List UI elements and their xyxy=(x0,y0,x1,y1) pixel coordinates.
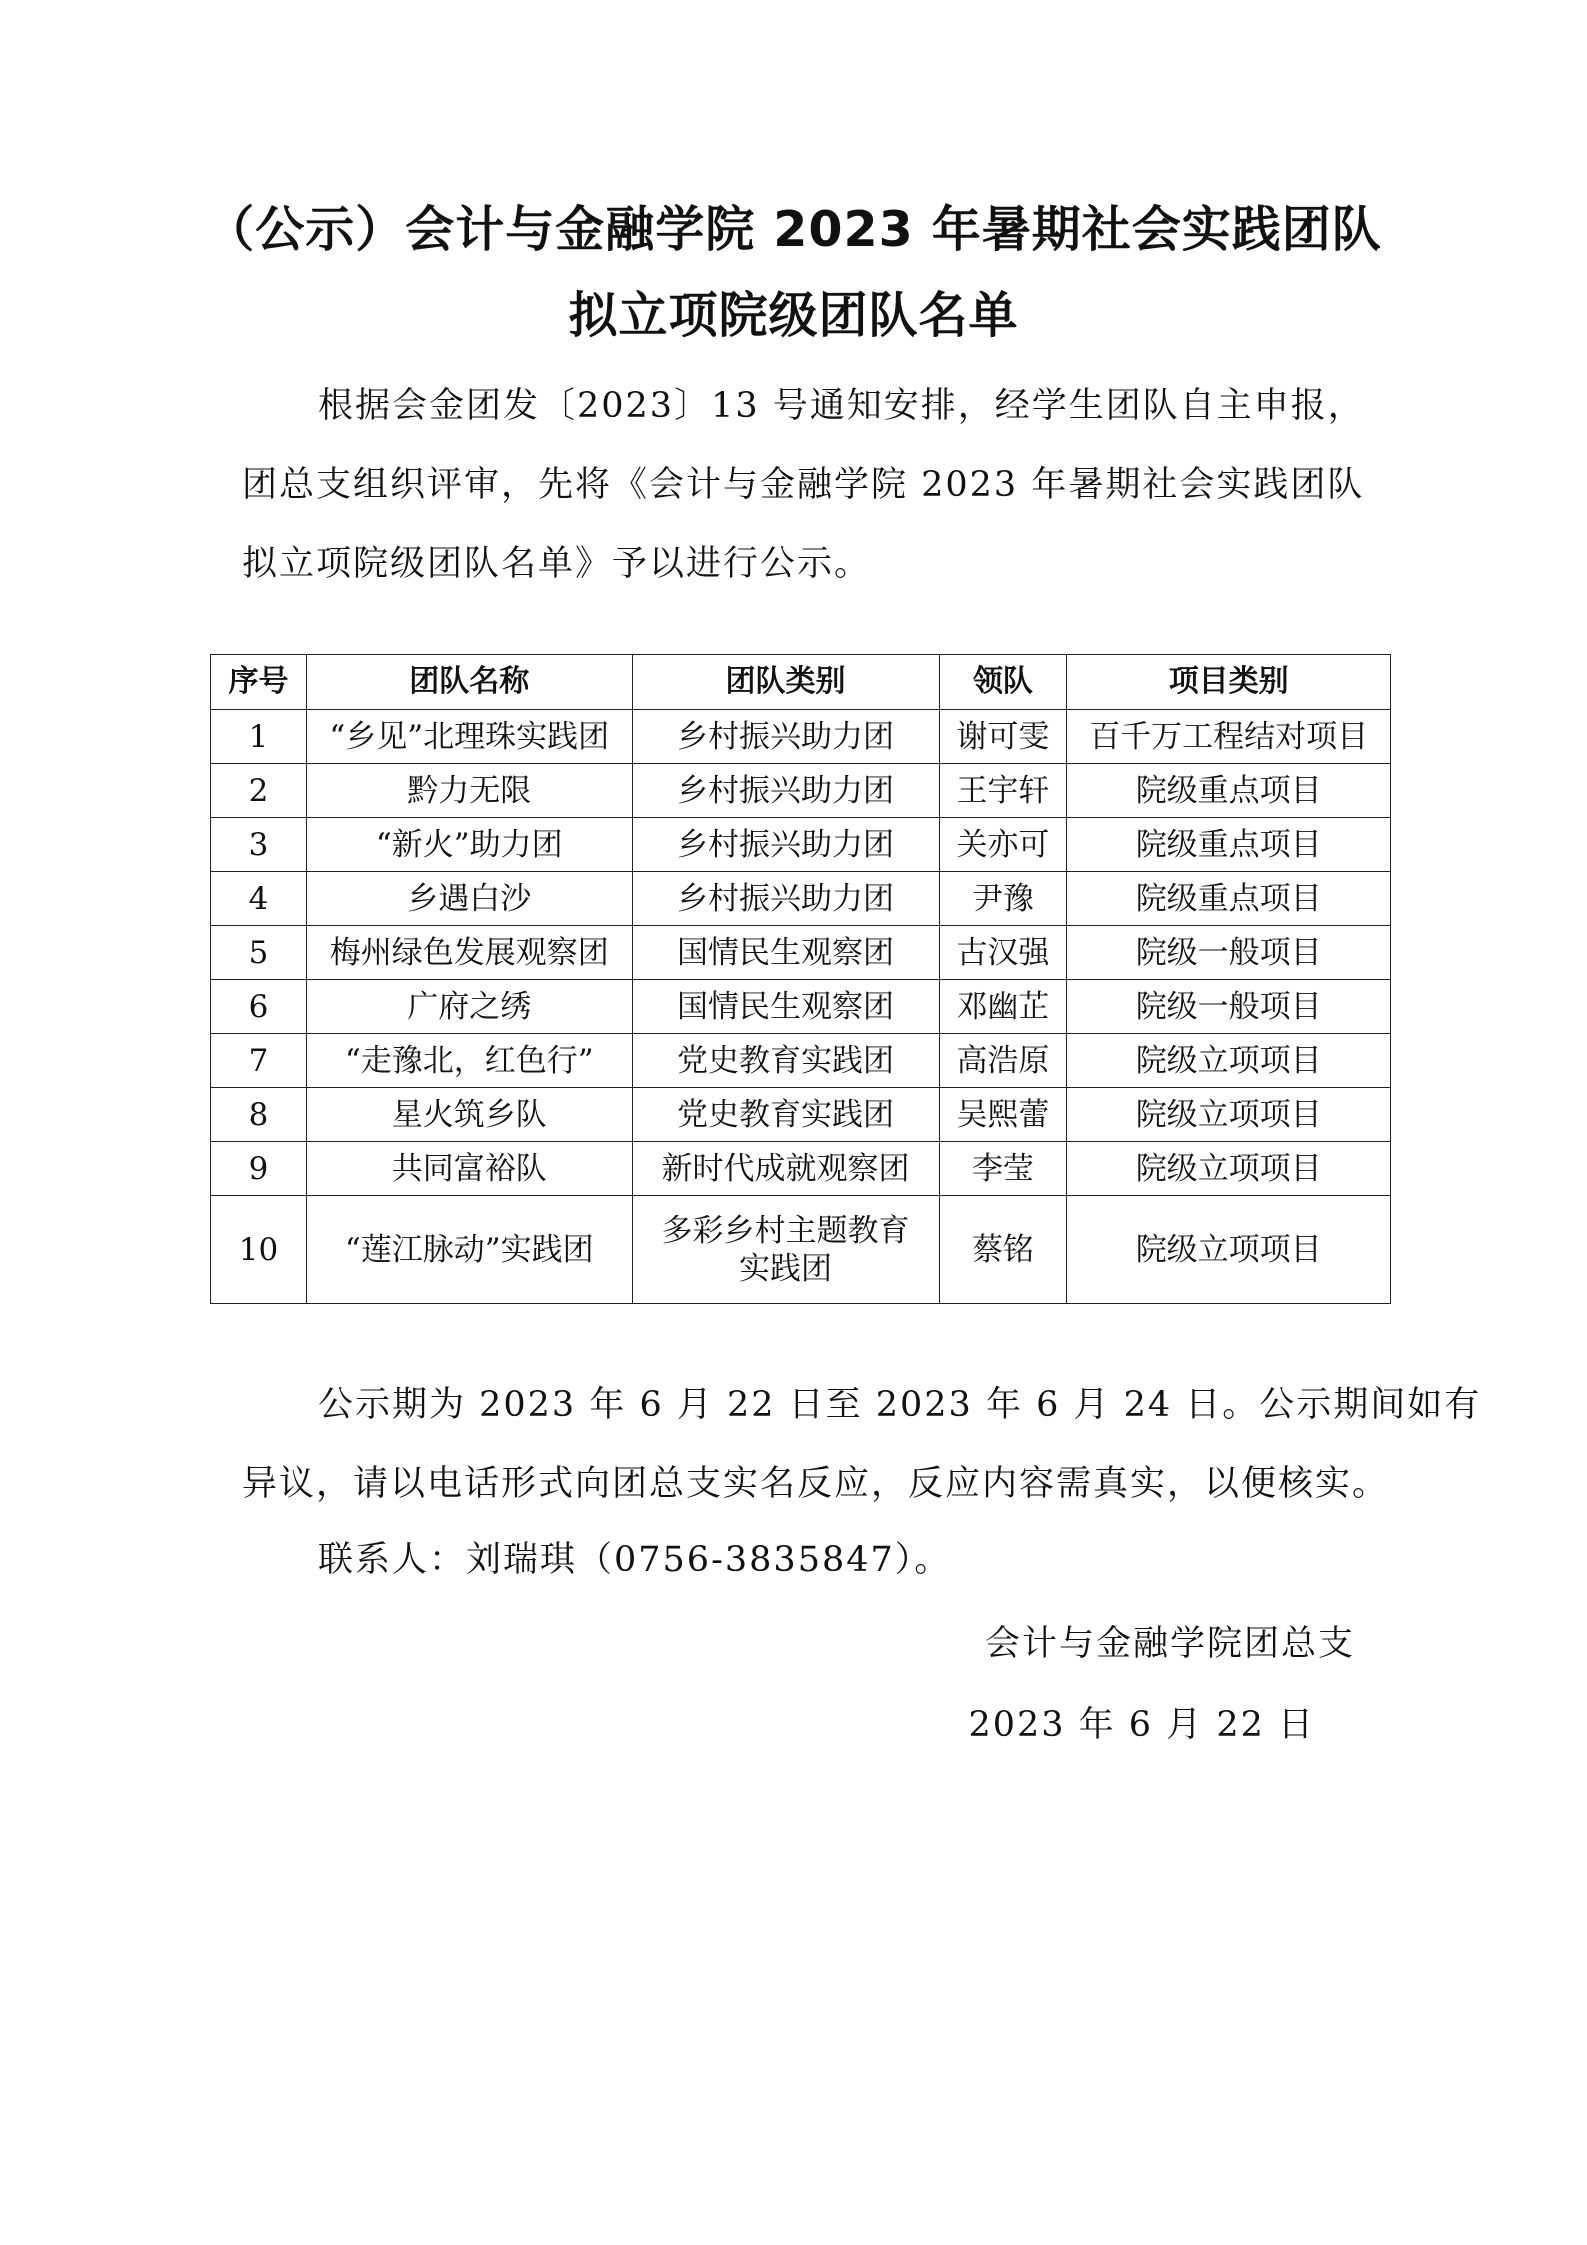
cell-team-name: “乡见”北理珠实践团 xyxy=(306,710,632,764)
cell-leader: 李莹 xyxy=(939,1142,1067,1196)
cell-project-category: 院级重点项目 xyxy=(1067,764,1391,818)
cell-leader: 吴熙蕾 xyxy=(939,1088,1067,1142)
cell-team-name: 共同富裕队 xyxy=(306,1142,632,1196)
table-row xyxy=(211,710,1391,764)
cell-team-name: “新火”助力团 xyxy=(306,818,632,872)
cell-team-name: 黔力无限 xyxy=(306,764,632,818)
cell-team-category: 乡村振兴助力团 xyxy=(632,818,939,872)
cell-index: 8 xyxy=(211,1088,307,1142)
cell-project-category: 院级重点项目 xyxy=(1067,818,1391,872)
cell-team-category: 党史教育实践团 xyxy=(632,1034,939,1088)
cell-project-category: 院级立项项目 xyxy=(1067,1088,1391,1142)
cell-project-category: 院级一般项目 xyxy=(1067,926,1391,980)
table-row xyxy=(211,926,1391,980)
cell-team-category: 新时代成就观察团 xyxy=(632,1142,939,1196)
cell-index: 9 xyxy=(211,1142,307,1196)
cell-index: 10 xyxy=(211,1196,307,1304)
cell-team-name: “莲江脉动”实践团 xyxy=(306,1196,632,1304)
table-row xyxy=(211,1196,1391,1304)
table-row xyxy=(211,764,1391,818)
cell-team-name: “走豫北，红色行” xyxy=(306,1034,632,1088)
cell-team-name: 星火筑乡队 xyxy=(306,1088,632,1142)
notice-paragraph xyxy=(242,1366,1482,1524)
notice-line-2: 异议，请以电话形式向团总支实名反应，反应内容需真实，以便核实。 xyxy=(242,1464,1390,1504)
cell-index: 2 xyxy=(211,764,307,818)
header-team-name: 团队名称 xyxy=(306,655,632,710)
notice-line-1: 公示期为 2023 年 6 月 22 日至 2023 年 6 月 24 日。公示期间如有 xyxy=(318,1385,1482,1425)
cell-project-category: 百千万工程结对项目 xyxy=(1067,710,1391,764)
cell-leader: 王宇轩 xyxy=(939,764,1067,818)
cell-index: 4 xyxy=(211,872,307,926)
cell-leader: 蔡铭 xyxy=(939,1196,1067,1304)
intro-paragraph xyxy=(242,367,1365,604)
cell-team-name: 广府之绣 xyxy=(306,980,632,1034)
cell-leader: 谢可雯 xyxy=(939,710,1067,764)
cell-leader: 邓幽芷 xyxy=(939,980,1067,1034)
document-title-line-2: 拟立项院级团队名单 xyxy=(568,287,1019,344)
cell-project-category: 院级重点项目 xyxy=(1067,872,1391,926)
cell-leader: 高浩原 xyxy=(939,1034,1067,1088)
table-row xyxy=(211,1034,1391,1088)
cell-index: 6 xyxy=(211,980,307,1034)
document-title-line-1: （公示）会计与金融学院 2023 年暑期社会实践团队 xyxy=(205,201,1382,258)
table-row xyxy=(211,980,1391,1034)
header-team-category: 团队类别 xyxy=(632,655,939,710)
cell-index: 7 xyxy=(211,1034,307,1088)
cell-team-name: 梅州绿色发展观察团 xyxy=(306,926,632,980)
signature-date: 2023 年 6 月 22 日 xyxy=(968,1705,1315,1745)
cell-project-category: 院级立项项目 xyxy=(1067,1034,1391,1088)
table-row xyxy=(211,1142,1391,1196)
cell-project-category: 院级立项项目 xyxy=(1067,1142,1391,1196)
cell-index: 1 xyxy=(211,710,307,764)
intro-line-1: 根据会金团发〔2023〕13 号通知安排，经学生团队自主申报， xyxy=(318,386,1365,426)
cell-team-category: 党史教育实践团 xyxy=(632,1088,939,1142)
table-row xyxy=(211,1088,1391,1142)
contact-paragraph xyxy=(242,1521,1352,1600)
header-leader: 领队 xyxy=(939,655,1067,710)
team-roster-table xyxy=(210,654,1391,1304)
cell-team-category: 国情民生观察团 xyxy=(632,926,939,980)
cell-leader: 尹豫 xyxy=(939,872,1067,926)
table-row xyxy=(211,872,1391,926)
signature-organization: 会计与金融学院团总支 xyxy=(984,1624,1355,1664)
cell-project-category: 院级一般项目 xyxy=(1067,980,1391,1034)
intro-line-3: 拟立项院级团队名单》予以进行公示。 xyxy=(242,544,872,584)
cell-index: 3 xyxy=(211,818,307,872)
cell-team-category: 乡村振兴助力团 xyxy=(632,710,939,764)
cell-index: 5 xyxy=(211,926,307,980)
cell-leader: 古汉强 xyxy=(939,926,1067,980)
cell-team-category: 国情民生观察团 xyxy=(632,980,939,1034)
table-header-row xyxy=(211,655,1391,710)
contact-text: 联系人：刘瑞琪（0756-3835847）。 xyxy=(318,1540,952,1580)
cell-team-category: 多彩乡村主题教育实践团 xyxy=(632,1196,939,1304)
cell-team-name: 乡遇白沙 xyxy=(306,872,632,926)
cell-team-category: 乡村振兴助力团 xyxy=(632,764,939,818)
cell-leader: 关亦可 xyxy=(939,818,1067,872)
cell-team-category: 乡村振兴助力团 xyxy=(632,872,939,926)
header-project-category: 项目类别 xyxy=(1067,655,1391,710)
cell-project-category: 院级立项项目 xyxy=(1067,1196,1391,1304)
header-index: 序号 xyxy=(211,655,307,710)
table-row xyxy=(211,818,1391,872)
intro-line-2: 团总支组织评审，先将《会计与金融学院 2023 年暑期社会实践团队 xyxy=(242,465,1365,505)
